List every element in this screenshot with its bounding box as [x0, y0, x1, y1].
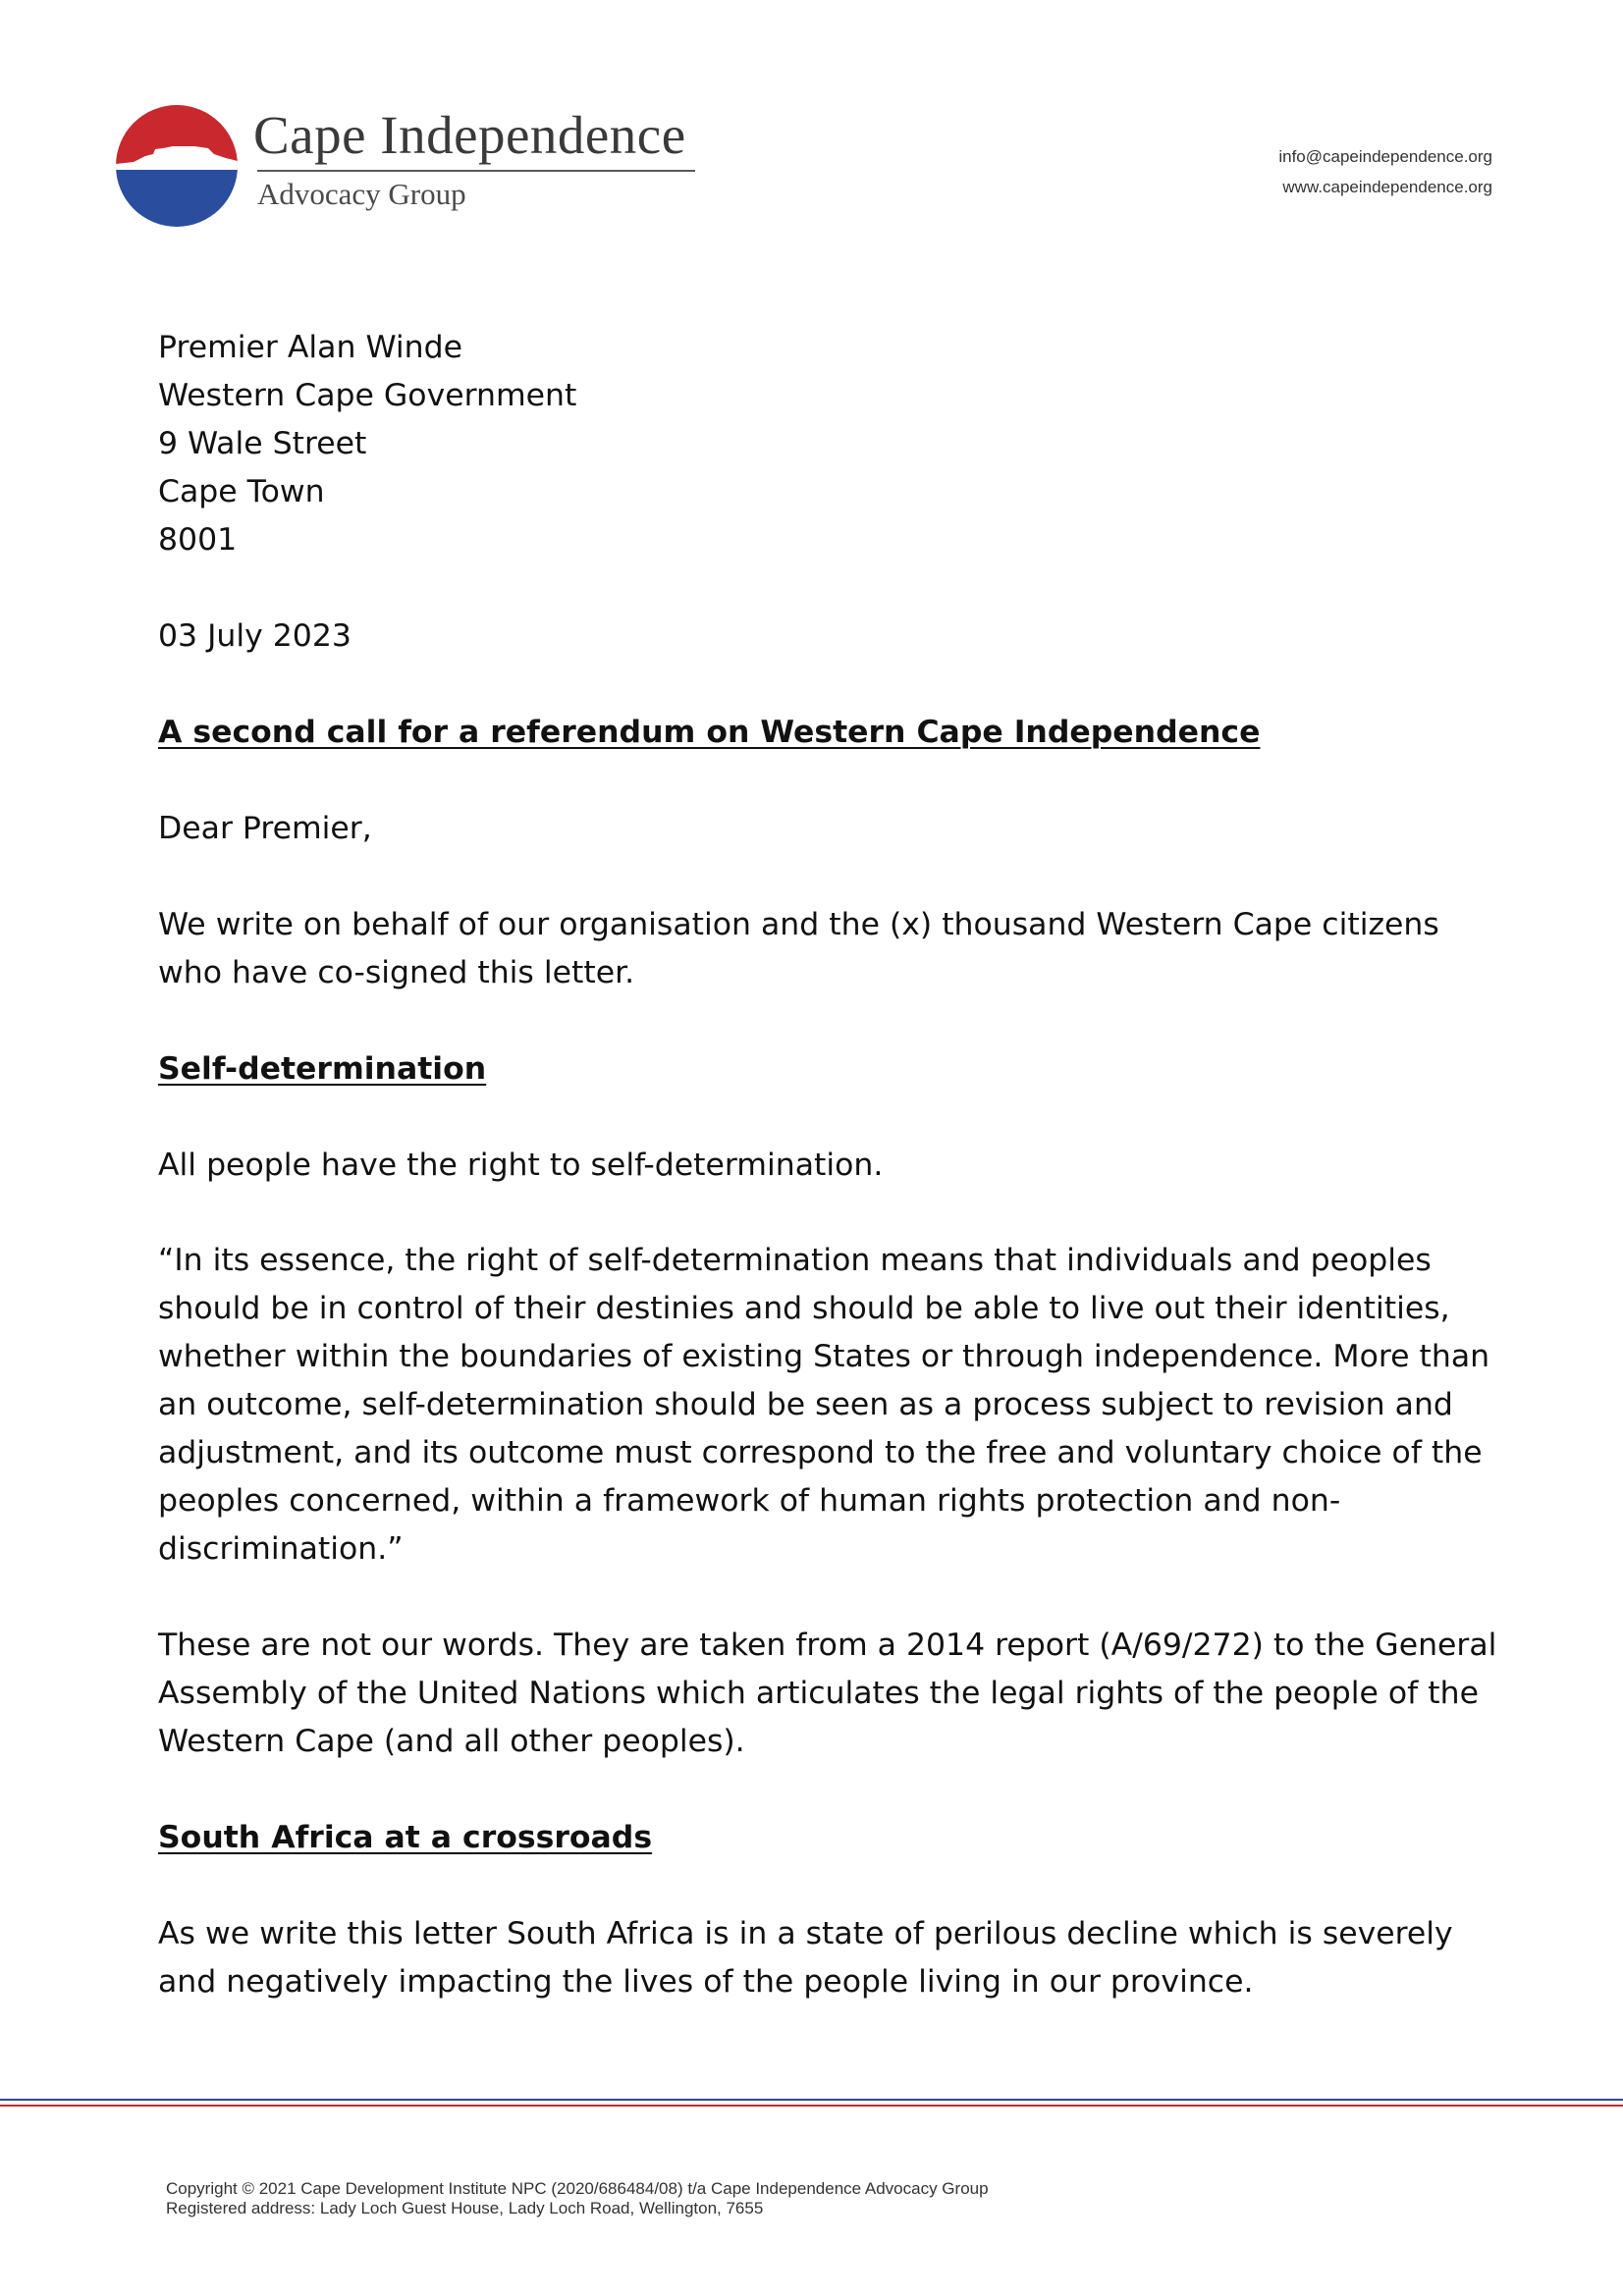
- contact-email[interactable]: info@capeindependence.org: [1278, 147, 1492, 166]
- quote-line: should be in control of their destinies and should be able to live out their identities,: [158, 1291, 1450, 1326]
- paragraph-line: These are not our words. They are taken from a 2014 report (A/69/272) to the General: [158, 1628, 1497, 1663]
- salutation: Dear Premier,: [158, 811, 372, 846]
- intro-paragraph: [158, 901, 1493, 997]
- letter-body: [158, 324, 1497, 2006]
- cape-independence-logo-icon: [116, 105, 238, 227]
- paragraph: All people have the right to self-determination.: [158, 1148, 884, 1183]
- org-subtitle: Advocacy Group: [257, 177, 466, 211]
- quote-line: an outcome, self-determination should be seen as a process subject to revision and: [158, 1387, 1453, 1422]
- contact-website[interactable]: www.capeindependence.org: [1282, 178, 1492, 196]
- contact-block: [1278, 141, 1492, 202]
- un-report-paragraph: [158, 1622, 1497, 1766]
- recipient-line: 9 Wale Street: [158, 426, 367, 461]
- recipient-line: 8001: [158, 522, 238, 558]
- quote-line: peoples concerned, within a framework of human rights protection and non-: [158, 1483, 1341, 1519]
- footer-divider: [0, 2099, 1623, 2107]
- quote-line: discrimination.”: [158, 1531, 404, 1567]
- letter-subject: A second call for a referendum on Western Cape Independence: [158, 715, 1261, 750]
- un-quote: [158, 1237, 1493, 1574]
- paragraph-line: Assembly of the United Nations which articulates the legal rights of the people of the: [158, 1676, 1479, 1711]
- org-name: Cape Independence: [253, 105, 686, 165]
- quote-line: adjustment, and its outcome must correspond to the free and voluntary choice of the: [158, 1435, 1483, 1470]
- footer: [166, 2179, 989, 2218]
- recipient-line: Premier Alan Winde: [158, 330, 462, 365]
- paragraph-line: who have co-signed this letter.: [158, 955, 635, 990]
- paragraph-line: We write on behalf of our organisation and the (x) thousand Western Cape citizens: [158, 907, 1439, 942]
- paragraph-line: As we write this letter South Africa is in a state of perilous decline which is severely: [158, 1916, 1453, 1951]
- recipient-line: Cape Town: [158, 474, 325, 509]
- logo-divider: [257, 170, 695, 172]
- crossroads-paragraph: [158, 1910, 1493, 2006]
- section-heading-self-determination: Self-determination: [158, 1051, 487, 1087]
- quote-line: “In its essence, the right of self-determination means that individuals and peoples: [158, 1243, 1432, 1278]
- paragraph-line: and negatively impacting the lives of the people living in our province.: [158, 1964, 1254, 2000]
- letterhead: [0, 0, 1623, 255]
- recipient-line: Western Cape Government: [158, 378, 577, 413]
- footer-copyright: Copyright © 2021 Cape Development Institute NPC (2020/686484/08) t/a Cape Independence Advocacy Group: [166, 2179, 989, 2198]
- letter-date: 03 July 2023: [158, 618, 352, 654]
- section-heading-crossroads: South Africa at a crossroads: [158, 1820, 653, 1855]
- paragraph-line: Western Cape (and all other peoples).: [158, 1724, 745, 1759]
- quote-line: whether within the boundaries of existing States or through independence. More than: [158, 1339, 1490, 1374]
- footer-address: Registered address: Lady Loch Guest House, Lady Loch Road, Wellington, 7655: [166, 2199, 764, 2217]
- recipient-address: [158, 324, 1493, 564]
